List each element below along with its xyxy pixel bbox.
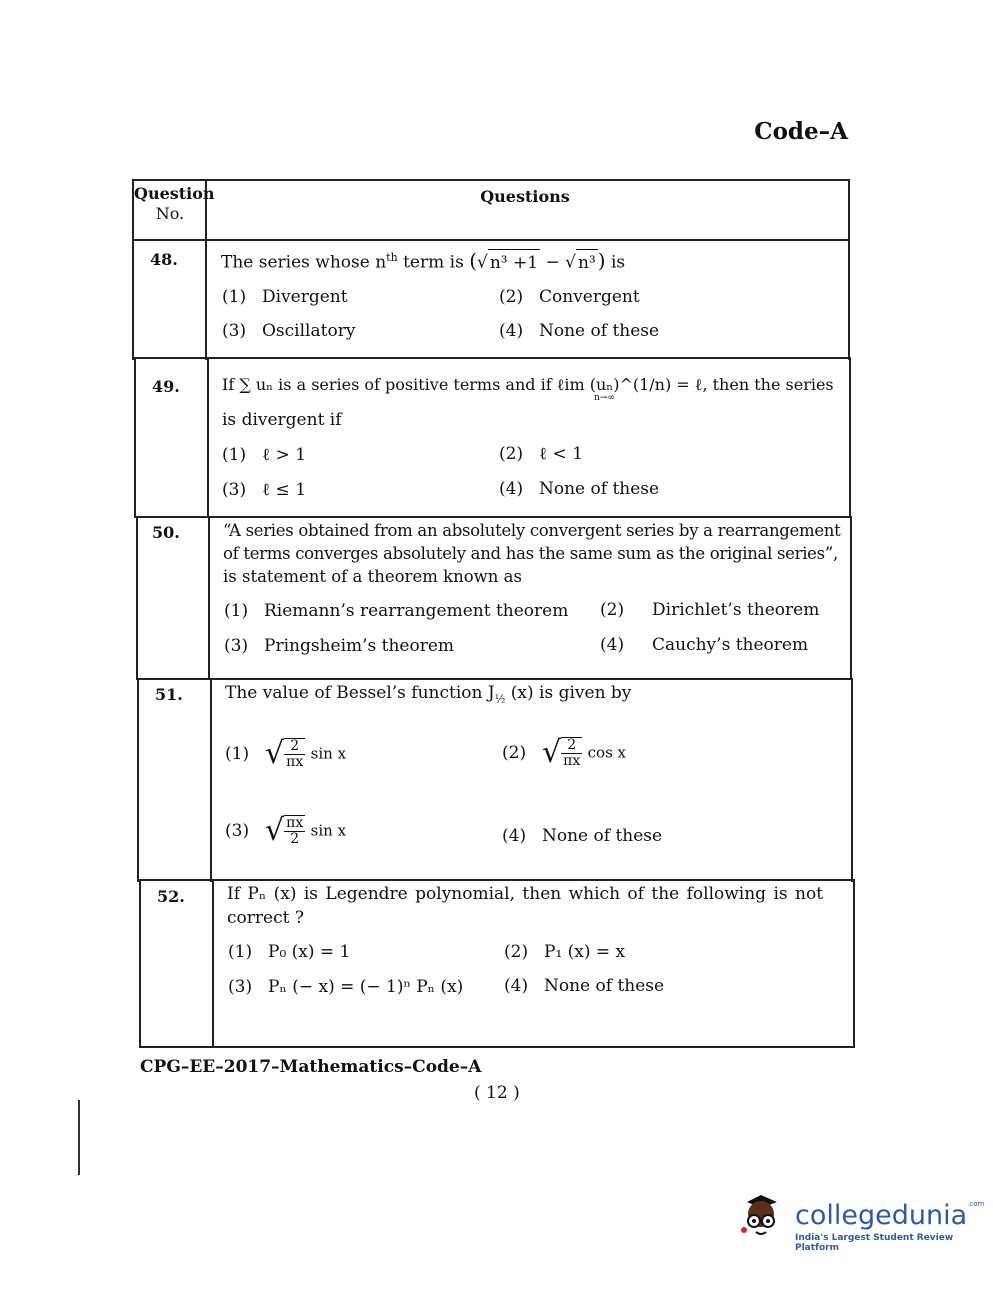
sqrt-icon: √	[542, 735, 562, 770]
option: (3) √ $\frac{\pi x}{2}$ sin x	[225, 813, 347, 848]
table-row-divider	[139, 879, 855, 881]
table-border-right	[851, 678, 853, 882]
option: (2) √ $\frac{2}{\pi x}$ cos x	[502, 735, 626, 770]
page-number: ( 12 )	[474, 1083, 520, 1103]
option: (1) Riemann’s rearrangement theorem	[224, 601, 569, 621]
column-header-questions: Questions	[480, 187, 570, 206]
option: (3) ℓ ≤ 1	[222, 480, 307, 500]
column-header-qno-line1: Question	[134, 184, 215, 203]
option: (2) ℓ < 1	[499, 444, 584, 464]
option: (2) P₁ (x) = x	[504, 942, 626, 962]
table-col-divider	[212, 880, 214, 1048]
question-text-line1: If Pₙ (x) is Legendre polynomial, then which of the following is not	[227, 884, 824, 904]
option: (1) √ $\frac{2}{\pi x}$ sin x	[225, 736, 347, 771]
table-row-divider	[137, 678, 853, 680]
table-border-bottom	[139, 1046, 855, 1048]
fraction: $\frac{\pi x}{2}$	[286, 814, 304, 847]
scan-edge-line	[78, 1100, 80, 1175]
footer-title: CPG–EE–2017–Mathematics–Code–A	[140, 1057, 482, 1077]
question-text-line1: “A series obtained from an absolutely convergent series by a rearrangement	[223, 521, 841, 540]
table-border-left	[139, 880, 141, 1048]
logo-mascot-icon	[737, 1190, 787, 1240]
question-text-line1: If ∑ uₙ is a series of positive terms and if ℓim (uₙ)^(1/n) = ℓ, then the series	[222, 375, 834, 394]
question-text: The value of Bessel’s function $J_{\frac{1}{2}}$ (x) is given by	[225, 683, 632, 706]
table-row-divider	[132, 239, 850, 241]
table-border-left	[137, 678, 139, 882]
option: (4) None of these	[502, 826, 663, 846]
option: (3) Pringsheim’s theorem	[224, 636, 455, 656]
option: (4) None of these	[504, 976, 665, 996]
sqrt-icon: √	[265, 736, 285, 771]
column-header-qno-line2: No.	[155, 204, 185, 223]
option: (2) Dirichlet’s theorem	[600, 600, 820, 620]
option: (4) None of these	[499, 479, 660, 499]
option: (1) P₀ (x) = 1	[228, 942, 351, 962]
table-border-right	[853, 880, 855, 1048]
question-number: 50.	[152, 523, 180, 542]
table-border-right	[850, 516, 852, 680]
table-border-left	[134, 358, 136, 518]
limit-subscript: n→∞	[594, 393, 615, 403]
option: (4) Cauchy’s theorem	[600, 635, 809, 655]
table-col-divider	[210, 678, 212, 882]
option: (3) Pₙ (− x) = (− 1)ⁿ Pₙ (x)	[228, 977, 464, 997]
table-col-divider	[207, 358, 209, 518]
option: (1) Divergent	[222, 287, 348, 307]
table-col-divider	[208, 516, 210, 680]
question-text-line2: correct ?	[227, 908, 304, 928]
question-number: 52.	[157, 887, 185, 906]
paper-code: Code–A	[754, 118, 848, 145]
fraction: $\frac{2}{\pi x}$	[563, 736, 581, 769]
table-row-divider	[134, 357, 851, 359]
question-text-line3: is statement of a theorem known as	[223, 567, 522, 586]
column-header-qno	[134, 184, 215, 224]
table-row-divider	[136, 516, 852, 518]
table-border-right	[849, 358, 851, 518]
question-text-line2: of terms converges absolutely and has the same sum as the original series”,	[223, 544, 838, 563]
question-number: 51.	[155, 685, 183, 704]
logo-tagline: India's Largest Student Review Platform	[795, 1233, 954, 1253]
sqrt-icon: √	[265, 813, 285, 848]
math-expression: (	[469, 248, 478, 273]
table-border-right	[848, 180, 850, 360]
question-text: The series whose $n^{th}$ term is (√ n³ +1 − √ n³ ) is	[221, 248, 626, 273]
question-number: 48.	[150, 250, 178, 269]
table-border-left	[136, 516, 138, 680]
option: (1) ℓ > 1	[222, 445, 307, 465]
question-text-line2: is divergent if	[222, 410, 342, 430]
option: (4) None of these	[499, 321, 660, 341]
option: (3) Oscillatory	[222, 321, 356, 341]
question-number: 49.	[152, 377, 180, 396]
logo-wordmark: collegedunia$^{.com}$	[795, 1200, 985, 1231]
option: (2) Convergent	[499, 287, 640, 307]
table-border-top	[132, 179, 850, 181]
fraction: $\frac{2}{\pi x}$	[286, 737, 304, 770]
